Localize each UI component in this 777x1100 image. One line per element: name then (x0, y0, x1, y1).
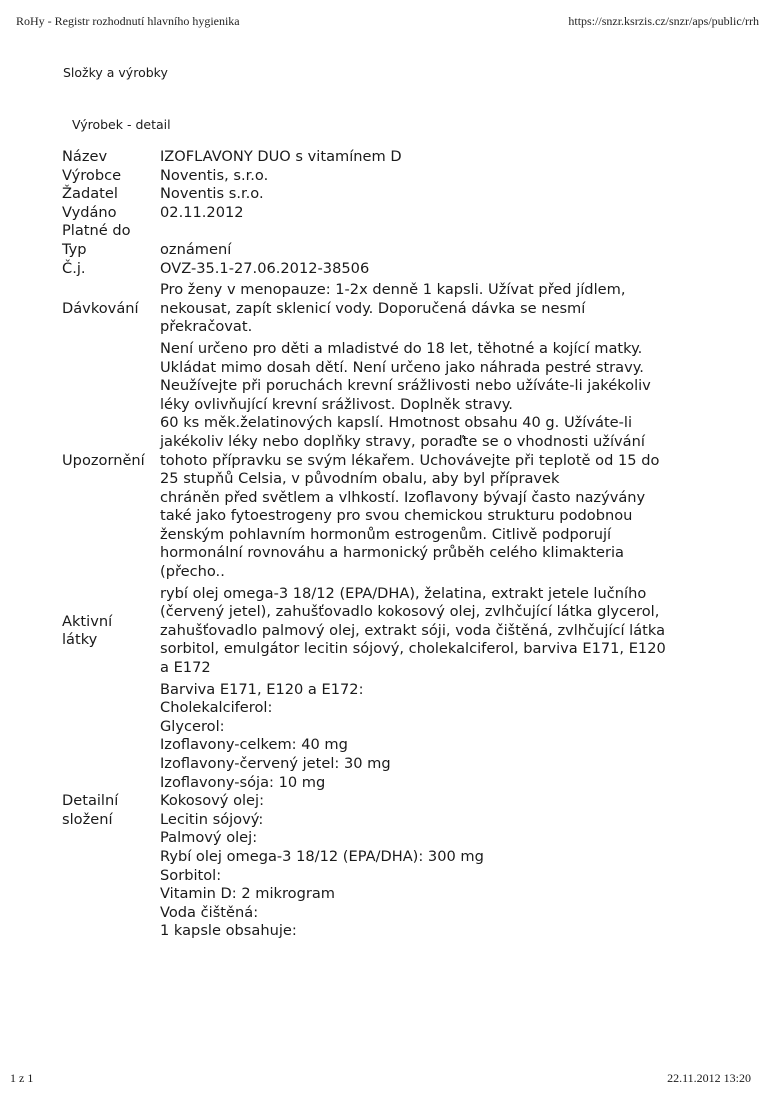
aktivni-latky-line: sorbitol, emulgátor lecitin sójový, cholekalciferol, barviva E171, E120 (160, 640, 666, 658)
slozeni-line: Glycerol: (160, 717, 225, 735)
upozorneni-line: chráněn před světlem a vlhkostí. Izoflavony bývají často nazývány (160, 488, 646, 506)
row-vyrobce (62, 167, 742, 186)
upozorneni-line: hormonální rovnováhu a harmonický průběh celého klimakteria (160, 544, 624, 562)
slozeni-line: Izoflavony-červený jetel: 30 mg (160, 755, 391, 772)
row-zadatel (62, 185, 742, 204)
value-zadatel: Noventis s.r.o. (160, 185, 264, 203)
label-detailni-slozeni-line2: složení (62, 810, 113, 828)
label-detailni-slozeni-line1: Detailní (62, 792, 119, 810)
upozorneni-line: tohoto přípravku se svým lékařem. Uchovávejte při teplotě od 15 do (160, 451, 660, 469)
slozeni-line: 1 kapsle obsahuje: (160, 922, 297, 940)
aktivni-latky-line: rybí olej omega-3 18/12 (EPA/DHA), želatina, extrakt jetele lučního (160, 584, 647, 602)
label-platne-do: Platné do (62, 222, 131, 240)
row-nazev (62, 148, 742, 167)
section-title: Výrobek - detail (72, 117, 171, 132)
value-upozorneni (160, 340, 742, 585)
davkovani-line: nekousat, zapít sklenicí vody. Doporučená dávka se nesmí (160, 299, 586, 317)
row-aktivni-latky (62, 585, 742, 681)
page-number: 1 z 1 (10, 1071, 34, 1085)
label-vydano: Vydáno (62, 203, 117, 221)
header-title: RoHy - Registr rozhodnutí hlavního hygienika (16, 14, 240, 28)
value-vydano: 02.11.2012 (160, 203, 244, 221)
label-vyrobce: Výrobce (62, 166, 122, 184)
slozeni-line: Izoflavony-celkem: 40 mg (160, 736, 348, 754)
upozorneni-line: (přecho.. (160, 563, 225, 581)
slozeni-line: Palmový olej: (160, 829, 258, 847)
slozeni-line: Izoflavony-sója: 10 mg (160, 773, 326, 791)
aktivni-latky-line: a E172 (160, 659, 211, 677)
breadcrumb[interactable]: Složky a výrobky (63, 65, 168, 80)
value-aktivni-latky (160, 585, 742, 681)
upozorneni-line: Neužívejte při poruchách krevní srážlivosti nebo užíváte-li jakékoliv (160, 377, 651, 395)
print-datetime: 22.11.2012 13:20 (667, 1071, 751, 1085)
davkovani-line: překračovat. (160, 318, 253, 336)
aktivni-latky-line: (červený jetel), zahušťovadlo kokosový olej, zvlhčující látka glycerol, (160, 603, 660, 621)
label-cj: Č.j. (62, 259, 86, 277)
value-cj: OVZ-35.1-27.06.2012-38506 (160, 259, 370, 277)
row-detailni-slozeni (62, 681, 742, 941)
label-davkovani: Dávkování (62, 299, 139, 317)
label-aktivni-latky-line1: Aktivní (62, 612, 113, 630)
davkovani-line: Pro ženy v menopauze: 1-2x denně 1 kapsli. Užívat před jídlem, (160, 281, 626, 299)
row-vydano (62, 204, 742, 223)
row-typ (62, 241, 742, 260)
slozeni-line: Sorbitol: (160, 866, 222, 884)
value-davkovani (160, 281, 742, 340)
slozeni-line: Vitamin D: 2 mikrogram (160, 885, 336, 903)
row-upozorneni (62, 340, 742, 585)
slozeni-line: Lecitin sójový: (160, 810, 264, 828)
slozeni-line: Barviva E171, E120 a E172: (160, 680, 364, 698)
upozorneni-line: ženským pohlavním hormonům estrogenům. Citlivě podporují (160, 525, 612, 543)
slozeni-line: Kokosový olej: (160, 792, 265, 810)
upozorneni-line: 60 ks měk.želatinových kapslí. Hmotnost obsahu 40 g. Užíváte-li (160, 414, 633, 432)
value-vyrobce: Noventis, s.r.o. (160, 166, 269, 184)
value-platne-do (160, 222, 742, 241)
slozeni-line: Cholekalciferol: (160, 699, 273, 717)
value-nazev: IZOFLAVONY DUO s vitamínem D (160, 148, 402, 165)
label-typ: Typ (62, 240, 87, 258)
upozorneni-line: také jako fytoestrogeny pro svou chemickou strukturu podobnou (160, 507, 633, 525)
label-aktivni-latky (62, 585, 160, 681)
header-url: https://snzr.ksrzis.cz/snzr/aps/public/rrh (568, 14, 759, 28)
upozorneni-line: jakékoliv léky nebo doplňky stravy, poraďte se o vhodnosti užívání (160, 432, 645, 450)
upozorneni-line: 25 stupňů Celsia, v původním obalu, aby byl přípravek (160, 470, 560, 488)
value-typ: oznámení (160, 240, 232, 258)
label-detailni-slozeni (62, 681, 160, 941)
label-nazev: Název (62, 148, 108, 165)
label-zadatel: Žadatel (62, 185, 118, 203)
label-upozorneni: Upozornění (62, 451, 145, 469)
product-detail-table (62, 148, 742, 941)
slozeni-line: Voda čištěná: (160, 903, 259, 921)
aktivni-latky-line: zahušťovadlo palmový olej, extrakt sóji, voda čištěná, zvlhčující látka (160, 621, 666, 639)
upozorneni-line: léky ovlivňující krevní srážlivost. Doplněk stravy. (160, 395, 513, 413)
row-davkovani (62, 281, 742, 340)
upozorneni-line: Ukládat mimo dosah dětí. Není určeno jako náhrada pestré stravy. (160, 358, 644, 376)
row-platne-do (62, 222, 742, 241)
row-cj (62, 260, 742, 282)
label-aktivni-latky-line2: látky (62, 631, 98, 649)
upozorneni-line: Není určeno pro děti a mladistvé do 18 let, těhotné a kojící matky. (160, 339, 643, 357)
value-detailni-slozeni (160, 681, 742, 941)
slozeni-line: Rybí olej omega-3 18/12 (EPA/DHA): 300 mg (160, 847, 484, 865)
